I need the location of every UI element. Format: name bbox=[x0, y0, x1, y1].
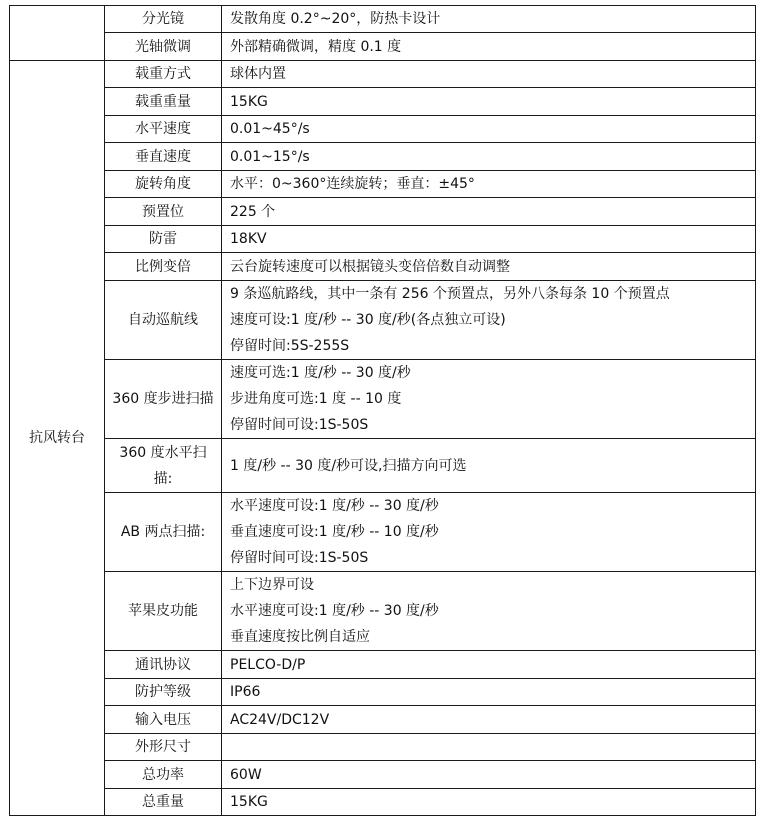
spec-row bbox=[10, 6, 756, 33]
spec-key-cell: 比例变倍 bbox=[105, 253, 222, 281]
spec-value-line: 云台旋转速度可以根据镜头变倍倍数自动调整 bbox=[230, 258, 510, 275]
spec-key-cell: 分光镜 bbox=[105, 6, 222, 33]
spec-value-line: 上下边界可设 bbox=[230, 577, 314, 593]
spec-row bbox=[10, 281, 756, 360]
category-cell: 抗风转台 bbox=[10, 61, 105, 816]
spec-key-cell: 光轴微调 bbox=[105, 33, 222, 61]
spec-key-cell: 预置位 bbox=[105, 198, 222, 226]
spec-value-cell bbox=[222, 33, 756, 61]
category-cell bbox=[10, 6, 105, 61]
spec-key-cell: 防雷 bbox=[105, 226, 222, 253]
spec-key-cell: 载重重量 bbox=[105, 88, 222, 116]
spec-table-body bbox=[10, 6, 756, 816]
spec-key-cell: 外形尺寸 bbox=[105, 734, 222, 761]
spec-key-cell: 防护等级 bbox=[105, 679, 222, 706]
spec-value-line: 15KG bbox=[230, 93, 268, 110]
spec-row bbox=[10, 493, 756, 572]
spec-row bbox=[10, 761, 756, 789]
spec-key-cell: 输入电压 bbox=[105, 706, 222, 734]
spec-value-cell bbox=[222, 761, 756, 789]
spec-row bbox=[10, 226, 756, 253]
spec-value-line: 1 度/秒 -- 30 度/秒可设,扫描方向可选 bbox=[230, 457, 467, 474]
spec-row bbox=[10, 789, 756, 816]
spec-value-cell bbox=[222, 439, 756, 493]
spec-key-cell: AB 两点扫描: bbox=[105, 493, 222, 572]
spec-value-line: 0.01~45°/s bbox=[230, 121, 310, 137]
spec-value-cell bbox=[222, 143, 756, 171]
spec-key-cell: 360 度步进扫描 bbox=[105, 360, 222, 439]
spec-row bbox=[10, 360, 756, 439]
spec-key-cell: 苹果皮功能 bbox=[105, 572, 222, 651]
spec-key-cell: 水平速度 bbox=[105, 116, 222, 143]
spec-value-line: 发散角度 0.2°~20°，防热卡设计 bbox=[230, 11, 441, 27]
spec-row bbox=[10, 143, 756, 171]
spec-value-cell bbox=[222, 360, 756, 439]
spec-value-cell bbox=[222, 706, 756, 734]
spec-row bbox=[10, 253, 756, 281]
spec-value-line: 速度可设:1 度/秒 -- 30 度/秒(各点独立可设) bbox=[230, 312, 506, 328]
spec-value-line: 停留时间:5S-255S bbox=[230, 338, 350, 354]
spec-value-cell bbox=[222, 88, 756, 116]
spec-value-line: 停留时间可设:1S-50S bbox=[230, 417, 369, 433]
spec-value-cell bbox=[222, 651, 756, 679]
spec-value-line: 水平：0~360°连续旋转；垂直：±45° bbox=[230, 176, 475, 192]
spec-value-line: 球体内置 bbox=[230, 66, 286, 82]
spec-value-cell bbox=[222, 734, 756, 761]
spec-value-cell bbox=[222, 679, 756, 706]
spec-value-line: 60W bbox=[230, 766, 262, 783]
spec-value-line: 水平速度可设:1 度/秒 -- 30 度/秒 bbox=[230, 603, 439, 619]
spec-key-cell: 总功率 bbox=[105, 761, 222, 789]
spec-value-line: 步进角度可选:1 度 -- 10 度 bbox=[230, 391, 402, 407]
spec-row bbox=[10, 679, 756, 706]
spec-row bbox=[10, 61, 756, 88]
spec-value-cell bbox=[222, 198, 756, 226]
spec-value-line: 9 条巡航路线，其中一条有 256 个预置点，另外八条每条 10 个预置点 bbox=[230, 286, 670, 302]
spec-value-cell bbox=[222, 116, 756, 143]
spec-row bbox=[10, 572, 756, 651]
spec-value-line: 水平速度可设:1 度/秒 -- 30 度/秒 bbox=[230, 498, 439, 514]
spec-row bbox=[10, 116, 756, 143]
spec-key-cell: 总重量 bbox=[105, 789, 222, 816]
spec-value-line: 18KV bbox=[230, 231, 267, 247]
spec-value-cell bbox=[222, 171, 756, 198]
spec-value-cell bbox=[222, 789, 756, 816]
spec-value-line: 0.01~15°/s bbox=[230, 148, 310, 165]
spec-key-cell: 载重方式 bbox=[105, 61, 222, 88]
spec-value-line: 外部精确微调，精度 0.1 度 bbox=[230, 38, 402, 55]
spec-key-cell: 垂直速度 bbox=[105, 143, 222, 171]
spec-value-line: 垂直速度可设:1 度/秒 -- 10 度/秒 bbox=[230, 524, 439, 540]
spec-key-cell: 自动巡航线 bbox=[105, 281, 222, 360]
spec-value-line: IP66 bbox=[230, 684, 261, 700]
spec-value-cell bbox=[222, 253, 756, 281]
spec-key-cell: 360 度水平扫描: bbox=[105, 439, 222, 493]
spec-value-line: 垂直速度按比例自适应 bbox=[230, 629, 370, 645]
spec-table bbox=[9, 5, 756, 816]
spec-value-cell bbox=[222, 61, 756, 88]
spec-value-cell bbox=[222, 572, 756, 651]
spec-value-line: 225 个 bbox=[230, 203, 276, 220]
spec-value-line: 15KG bbox=[230, 794, 268, 810]
spec-value-cell bbox=[222, 6, 756, 33]
spec-key-cell: 通讯协议 bbox=[105, 651, 222, 679]
spec-key-cell: 旋转角度 bbox=[105, 171, 222, 198]
spec-row bbox=[10, 439, 756, 493]
spec-value-cell bbox=[222, 281, 756, 360]
spec-row bbox=[10, 651, 756, 679]
spec-value-line: 速度可选:1 度/秒 -- 30 度/秒 bbox=[230, 365, 411, 381]
spec-row bbox=[10, 88, 756, 116]
spec-value-cell bbox=[222, 493, 756, 572]
spec-value-line: AC24V/DC12V bbox=[230, 711, 330, 728]
spec-row bbox=[10, 33, 756, 61]
spec-value-cell bbox=[222, 226, 756, 253]
spec-row bbox=[10, 171, 756, 198]
spec-value-line: 停留时间可设:1S-50S bbox=[230, 550, 369, 566]
spec-row bbox=[10, 198, 756, 226]
spec-row bbox=[10, 706, 756, 734]
spec-value-line: PELCO-D/P bbox=[230, 656, 306, 673]
spec-row bbox=[10, 734, 756, 761]
